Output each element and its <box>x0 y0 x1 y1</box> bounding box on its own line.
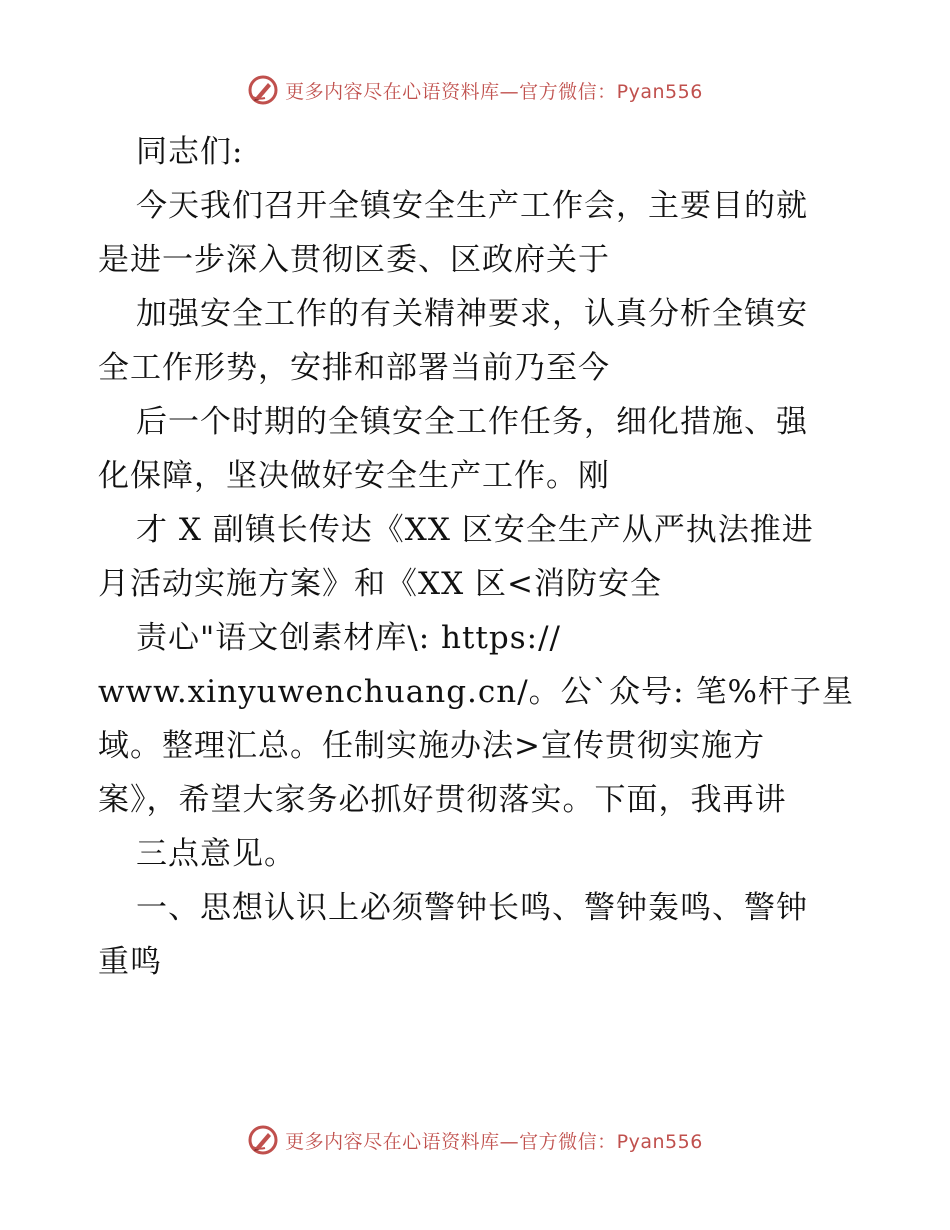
header-banner <box>0 70 950 110</box>
document-body <box>98 125 858 989</box>
header-banner-text: 更多内容尽在心语资料库—官方微信：Pyan556 <box>285 80 703 103</box>
body-line: www.xinyuwenchuang.cn/。公`众号: 笔%杆子星 <box>98 674 854 710</box>
body-line: 案》，希望大家务必抓好贯彻落实。下面，我再讲 <box>98 782 787 818</box>
body-line: 今天我们召开全镇安全生产工作会，主要目的就 <box>136 188 808 224</box>
body-line: 月活动实施方案》和《XX 区<消防安全 <box>98 566 662 602</box>
body-line: 后一个时期的全镇安全工作任务，细化措施、强 <box>136 404 808 440</box>
pen-logo-icon <box>247 1124 279 1156</box>
body-line: 全工作形势，安排和部署当前乃至今 <box>98 350 610 386</box>
pen-logo-icon <box>247 74 279 106</box>
body-line: 化保障，坚决做好安全生产工作。刚 <box>98 458 610 494</box>
body-line: 一、思想认识上必须警钟长鸣、警钟轰鸣、警钟 <box>136 890 808 926</box>
body-line: 是进一步深入贯彻区委、区政府关于 <box>98 242 610 278</box>
body-line: 重鸣 <box>98 944 162 980</box>
body-line: 同志们: <box>136 134 244 170</box>
footer-banner <box>0 1120 950 1160</box>
body-line: 三点意见。 <box>136 836 296 872</box>
body-line: 责心"语文创素材库\: https:// <box>136 620 561 656</box>
body-line: 域。整理汇总。任制实施办法>宣传贯彻实施方 <box>98 728 765 764</box>
body-line: 才 X 副镇长传达《XX 区安全生产从严执法推进 <box>136 512 814 548</box>
footer-banner-text: 更多内容尽在心语资料库—官方微信：Pyan556 <box>285 1130 703 1153</box>
body-line: 加强安全工作的有关精神要求，认真分析全镇安 <box>136 296 808 332</box>
